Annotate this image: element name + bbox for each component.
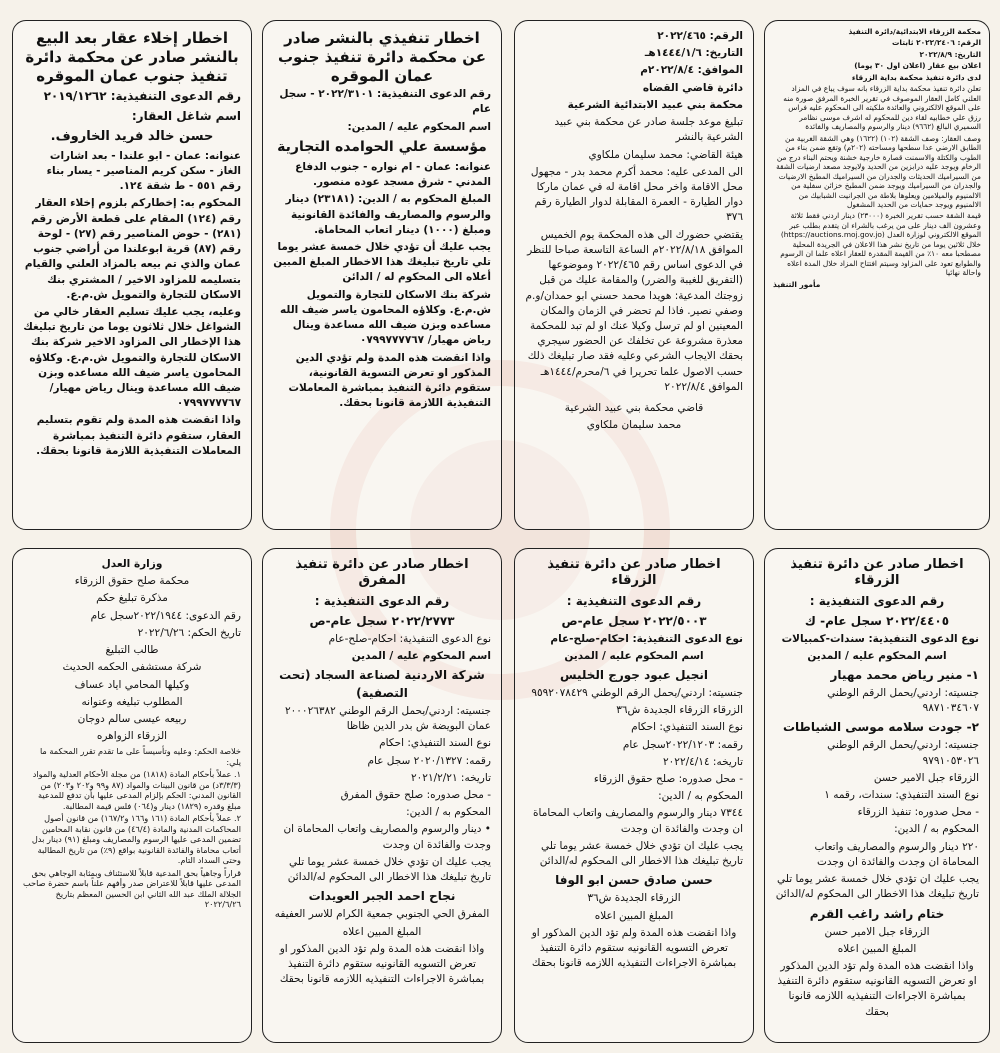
target-address: الزرقاء الزواهره	[96, 730, 168, 743]
debtor-2-name: ٢- جودت سلامه موسى الشياطات	[782, 720, 979, 735]
debtor-1-name: ١- منير رياض محمد مهيار	[830, 667, 979, 682]
issuer: - محل صدوره: صلح حقوق الزرقاء	[593, 773, 743, 786]
memo-title: مذكرة تبليغ حكم	[96, 592, 168, 605]
case-number: رقم الدعوى التنفيذية: ٢٠٢٢/٣١٠١ - سجل عام	[279, 88, 491, 116]
execution-warning: واذا انقضت هذه المدة ولم تؤد الدين المذكور او تعرض التسويه القانونيه ستقوم دائرة التنفيذ بمباشرة الاجراءات التنفيذيه اللازمه قانونا بحقك	[279, 942, 485, 986]
eviction-ruling: المحكوم به: إخطاركم بلزوم إخلاء العقار رقم (١٢٤) المقام على قطعة الأرض رقم (٢٨١) - حوض المناصير رقم (٢٧) - لوحة رقم (٨٧) قرية ابوعلندا من أراضي جنوب عمان والذي تم بيعه بالمزاد العلني والقيام بتسليمه للمزاود الاخير / المشتري بنك الاسكان للتجارة والتمويل ش.م.ع.	[24, 197, 241, 301]
issuer: - محل صدوره: صلح حقوق المفرق	[340, 789, 491, 802]
claim-amount: ٧٣٤٤ دينار والرسوم والمصاريف واتعاب المحاماة ان وجدت والفائدة ان وجدت	[533, 807, 743, 835]
creditor-address: الزرقاء جبل الامير حسن	[824, 925, 930, 938]
sale-notice: اعلان بيع عقار (اعلان اول ٣٠ يوما)	[854, 61, 981, 71]
subject: تبليغ موعد جلسة صادر عن محكمة بني عبيد الشرعية بالنشر	[554, 116, 743, 144]
signature: مأمور التنفيذ	[773, 279, 821, 289]
judgment-date: تاريخ الحكم: ٢٠٢٢/٦/٢٦	[137, 626, 241, 639]
creditor-label: المحكوم به / الدين:	[658, 790, 743, 803]
ref-number: الرقم: ٢٠٢٢/٤٦٥	[657, 30, 743, 42]
case-label: رقم الدعوى التنفيذية :	[314, 593, 450, 608]
case-type: نوع الدعوى التنفيذية: احكام-صلح-عام	[550, 632, 743, 645]
header-line-1: محكمة الزرقاء الابتدائية/دائرة التنفيذ	[848, 27, 981, 36]
notice-title: اخطار صادر عن دائرة تنفيذ الزرقاء	[547, 557, 721, 589]
case-number: ٢٠٢٢/٥٠٠٣ سجل عام-ص	[561, 613, 707, 628]
notice-judgment-memo	[12, 548, 252, 1043]
sale-terms: قيمة الشقة حسب تقرير الخبرة (٢٣٠٠٠) دينار اردني فقط ثلاثة وعشرون الف دينار على من يرغب بالشراء ان يتقدم بطلب عبر الموقع الالكتروني لوزارة العدل (https://auctions.moj.gov.jo) خلال ثلاثين يوما من تاريخ نشر هذا الاعلان في الجريدة المحلية مصطحبا معه ١٠٪ من القيمة المقدرة للعقار اعلاه علما ان الرسوم والطوابع تعود على المزاود وسيتم افتتاح المزاد خلال المدة اعلاه واحالة نهائيا	[780, 211, 981, 278]
creditor-info: شركة بنك الاسكان للتجارة والتمويل ش.م.ع. وكلاؤه المحامون ياسر ضيف الله مساعده وبزن ضيف الله مساعدة وينال رياض مهيار/ ٠٧٩٩٧٧٧٧٦٧	[280, 288, 491, 347]
issuer: لدى دائرة تنفيذ محكمة بداية الزرقاء	[851, 72, 981, 82]
deed-date: تاريخه: ٢٠٢٢/٤/١٤	[663, 755, 743, 768]
occupant-name: حسن خالد فريد الخاروف.	[50, 129, 214, 145]
creditor-address: الزرقاء الجديدة ش٣٦	[587, 892, 681, 905]
court-name: محكمة بني عبيد الابتدائية الشرعية	[567, 98, 743, 111]
creditor-name: نجاح احمد الجبر العويدات	[308, 889, 456, 904]
debtor-name: انجيل عبود جورج الخليس	[560, 667, 708, 682]
creditor-note: المبلغ المبين اعلاه	[837, 942, 917, 955]
payment-demand: يجب عليك ان تؤدي خلال خمسة عشر يوما تلي تاريخ تبليغك هذا الاخطار الى المحكوم له/الدائن	[287, 855, 491, 884]
creditor-note: المبلغ المبين اعلاه	[594, 909, 674, 922]
property-description: وصف العقار: وصف الشقة (١٠٢) (١٦٢٢) وهي الشقة الغربية من الطابق الارضي عدا سطحها ومساحته (٢٠٢م) وتقع ضمن بناء من الطوب والكتلة والاسمنت قصارة خارجية خشنة ويحتم البناء درج من الرخام ويوجد عليه درابزين من الحديد ولايوجد مصعد ارضيات الشقة من السيراميك الحديثات والجدران من السيراميك المطبخ الارضيات والجدران من السيراميك ويوجد ضمن المطبخ خزائن سفلية من الالمنيوم والميلامين ويعلوها بلاطة من الجرانيت الشبابيك من الالمنيوم ويوجد حمايات من الحديد المشغول	[776, 133, 981, 209]
summary-intro: خلاصة الحكم: وعليه وتأسيساً على ما تقدم تقرر المحكمة ما يلي:	[39, 746, 241, 767]
eviction-warning: واذا انقضت هذه المدة ولم تقوم بتسليم العقار، ستقوم دائرة التنفيذ بمباشرة المعاملات التنفيذية اللازمة قانونا بحقك.	[36, 414, 241, 457]
case-type: نوع الدعوى التنفيذية: سندات-كمبيالات	[781, 632, 979, 645]
debtor-id: جنسيته: اردني/يحمل الرقم الوطني ٩٥٩٢٠٧٨٤٢٩	[531, 686, 743, 699]
payment-demand: يجب عليك ان تؤدي خلال خمسة عشر يوما تلي تاريخ تبليغك هذا الاخطار الى المحكوم له/الدائن	[539, 839, 743, 868]
header-line-3: التاريخ: ٢٠٢٢/٨/٩	[919, 49, 981, 59]
debtor-name: شركة الاردنية لصناعة السجاد (تحت التصفية)	[279, 667, 485, 700]
case-type: نوع الدعوى التنفيذية: احكام-صلح-عام	[328, 632, 491, 645]
creditor-note: المبلغ المبين اعلاه	[342, 925, 422, 938]
court-name: محكمة صلح حقوق الزرقاء	[74, 575, 190, 588]
session-body: يقتضي حضورك الى هذه المحكمة يوم الخميس الموافق ٢٠٢٢/٨/١٨م الساعة التاسعة صباحا للنظر في الدعوى اساس رقم ٢٠٢٢/٤٦٥ وموضوعها (التفريق للغيبة والضرر) والمقامة عليك من قبل زوجتك المدعية: هويدا محمد حسني ابو حمدان/و.م وصفي نصير. فاذا لم تحضر في الزمان والمكان المعينين او لم ترسل وكيلا عنك او لم تبد للمحكمة معذرة مشروعة عن تخلفك عن الحضور سيجري بحقك الايجاب الشرعي وعليه فقد صار تبليغك ذلك حسب الاصول علما تحريرا في ٦/محرم/١٤٤٤هـ الموافق ٢٠٢٢/٨/٤	[525, 228, 743, 393]
notice-title: اخطار صادر عن دائرة تنفيذ الزرقاء	[790, 557, 964, 589]
creditor-address: المفرق الحي الجنوبي جمعية الكرام للاسر العفيفه	[274, 908, 490, 921]
notice-execution-publication	[262, 20, 502, 530]
header-line-2: الرقم: ٢٠٢٢/٢٤٠٦ ثابتات	[892, 38, 981, 48]
creditor-label: المحكوم به / الدين:	[406, 806, 491, 819]
target-label: المطلوب تبليغه وعنوانه	[81, 695, 183, 708]
notice-mafraq-execution	[262, 548, 502, 1043]
notice-property-eviction	[12, 20, 252, 530]
deed-type: نوع السند التنفيذي: سندات، رقمه ١	[824, 789, 979, 802]
case-label: رقم الدعوى التنفيذية :	[566, 593, 702, 608]
debtor-name: مؤسسة علي الحوامده التجارية	[277, 138, 487, 155]
eviction-demand: وعليه، يجب عليك تسليم العقار خالي من الشواغل خلال ثلاثون يوما من تاريخ تبليغك هذا الإخطار الى المزاود الاخير شركة بنك الاسكان للتجارة والتمويل ش.م.ع. وكلاؤه المحامون ياسر ضيف الله مساعده وبزن ضيف الله مساعدة وينال رياض مهيار/ ٠٧٩٩٧٧٧٧٦٧	[23, 305, 241, 410]
notice-property-sale	[764, 20, 990, 530]
gregorian-date: الموافق: ٢٠٢٢/٨/٤م	[640, 64, 743, 77]
sale-intro: تعلن دائرة تنفيذ محكمة بداية الزرقاء بانه سوف يباع في المزاد العلني كامل العقار الموصوف في تقرير الخبرة المرفق صورة منه على الموقع الالكتروني والعائدة ملكيته الى المحكوم عليه فراس رزق علي خطابيه لقاء دين للمحكوم له اشرف موسى نظامر السميري البالغ (٩٦٦٢) دينار والرسوم والمصاريف والفائدة	[783, 84, 981, 132]
judge-panel: هيئة القاضي: محمد سليمان ملكاوي	[588, 148, 743, 161]
defendant-info: الى المدعى عليه: محمد أكرم محمد بدر - مجهول محل الاقامة واخر محل اقامة له في عمان ماركا دوار الطيارة - العمرة المقابلة لدوار الطيارة رقم ٣٧٦	[530, 165, 743, 224]
case-number: رقم الدعوى: ٢٠٢٢/١٩٤٤سجل عام	[90, 609, 241, 622]
notice-title: اخطار تنفيذي بالنشر صادر عن محكمة دائرة تنفيذ جنوب عمان الموقره	[277, 29, 486, 85]
case-number: ٢٠٢٢/٢٧٧٣ سجل عام-ص	[309, 613, 455, 628]
debtor-address: الزرقاء جبل الامير حسن	[873, 771, 979, 784]
deed-type: نوع السند التنفيذي: احكام	[379, 737, 491, 750]
execution-warning: واذا انقضت هذه المدة ولم تؤد الدين المذكور او تعرض التسويه القانونيه ستقوم دائرة التنفيذ بمباشرة الاجراءات التنفيذيه اللازمه قانونا بحقك	[777, 960, 977, 1018]
payment-demand: يجب عليك ان تؤدي خلال خمسة عشر يوما تلي تاريخ تبليغك هذا الاخطار الى المحكوم له/الدائن	[775, 873, 979, 901]
debtor-address: عنوانه: عمان - ام نواره - جنوب الدفاع المدني - شرق مسجد عوده منصور.	[295, 160, 491, 189]
occupant-address: عنوانه: عمان - ابو علندا - بعد اشارات الغاز - سكن كريم المناصير - يسار بناء رقم ٥٥١ - ط شقة ١٢٤.	[46, 149, 241, 193]
occupant-label: اسم شاغل العقار:	[131, 109, 241, 124]
claim-amount: • دينار والرسوم والمصاريف واتعاب المحاماة ان وجدت والفائدة ان وجدت	[283, 823, 491, 851]
deed-number: رقمه: ٢٠٢٠/١٣٢٧ سجل عام	[367, 754, 491, 767]
creditor-name: حسن صادق حسن ابو الوفا	[555, 873, 713, 888]
judge-name: محمد سليمان ملكاوي	[586, 419, 682, 432]
case-number: ٢٠٢٢/٤٤٠٥ سجل عام- ك	[804, 613, 950, 628]
deed-number: رقمه: ٢٠٢٢/١٢٠٣سجل عام	[622, 738, 743, 751]
execution-warning: واذا انقضت هذه المدة ولم تؤدي الدين المذكور او تعرض التسوية القانونية، ستقوم دائرة التنفيذ بمباشرة المعاملات التنفيذية اللازمة قانونا بحقك.	[288, 351, 491, 410]
deed-type: نوع السند التنفيذي: احكام	[631, 721, 743, 734]
payment-demand: يجب عليك أن تؤدي خلال خمسة عشر يوما تلي تاريخ تبليغك هذا الاخطار المبلغ المبين أعلاه الى المحكوم له / الدائن	[273, 241, 491, 284]
debtor-1-id: جنسيته: اردني/يحمل الرقم الوطني ٩٨٧١٠٣٤٦٠٧	[827, 686, 979, 715]
department: دائرة قاضي القضاه	[642, 81, 743, 94]
notice-zarqa-execution-2	[764, 548, 990, 1043]
debtor-label: اسم المحكوم عليه / المدين:	[347, 120, 491, 133]
issuer: - محل صدوره: تنفيذ الزرقاء	[857, 806, 979, 819]
ruling-1: ١. عملاً بأحكام المادة (١٨١٨) من مجلة الأحكام العدلية والمواد (٣/٣/٣د) من قانون البينات والمواد (٨٧ و٩٩ و٢٠٢ و٢٠٣) من القانون المدني: الحكم بإلزام المدعى عليها بأن تدفع للمدعية مبلغ وقدره (١٨٢٩) دينار و(٠٦٤) فلس قيمة المطالبة.	[32, 769, 241, 811]
claim-amount: ٢٢٠ دينار والرسوم والمصاريف واتعاب المحاماة ان وجدت والفائدة ان وجدت	[814, 840, 979, 868]
requester: شركة مستشفى الحكمه الحديث	[62, 661, 202, 674]
judge-title: قاضي محكمة بني عبيد الشرعية	[564, 402, 704, 415]
claim-amount: المبلغ المحكوم به / الدين: (٢٣١٨١) دينار والرسوم والمصاريف والفائدة القانونية ومبلغ (١٠٠٠) دينار اتعاب المحاماة.	[285, 193, 491, 236]
notice-title: اخطار صادر عن دائرة تنفيذ المفرق	[295, 557, 469, 589]
debtor-2-id: جنسيته: اردني/يحمل الرقم الوطني ٩٧٩١٠٥٣٠٢٦	[827, 739, 979, 767]
case-number: رقم الدعوى التنفيذية: ٢٠١٩/١٢٦٢	[43, 89, 241, 104]
debtor-label: اسم المحكوم عليه / المدين	[564, 649, 704, 662]
ruling-2: ٢. عملاً بأحكام المادة (١٦١ و١٦٦ و١٦٧/٢) من قانون أصول المحاكمات المدنية والمادة (٤٦/٤) من قانون نقابة المحامين تضمين المدعى عليها الرسوم والمصاريف ومبلغ (٩١) دينار بدل أتعاب محاماة والفائدة القانونية بواقع (٩٪) من تاريخ المطالبة وحتى السداد التام.	[31, 813, 241, 866]
notice-title: اخطار إخلاء عقار بعد البيع بالنشر صادر عن محكمة دائرة تنفيذ جنوب عمان الموقره	[25, 29, 239, 85]
hijri-date: التاريخ: ١٤٤٤/١/٦هـ	[644, 47, 743, 60]
closing: قراراً وجاهياً بحق المدعية قابلاً للاستئناف وبمثابة الوجاهي بحق المدعى عليها قابلاً للاعتراض صدر وأفهم علناً باسم حضرة صاحب الجلالة الملك عبد الله الثاني ابن الحسين المعظم بتاريخ ٢٠٢٢/٦/٢٦	[23, 867, 241, 910]
deed-date: تاريخه: ٢٠٢١/٢/٢١	[411, 771, 491, 784]
debtor-address: الزرقاء الزرقاء الجديدة ش٣٦	[616, 704, 743, 717]
debtor-id: جنسيته: اردني/يحمل الرقم الوطني ٢٠٠٠٢٦٣٨٢ عمان البويضة ش بدر الدين ظاظا	[285, 704, 491, 733]
notice-sharia-court-session	[514, 20, 754, 530]
creditor-name: ختام راشد راغب القرم	[809, 906, 945, 921]
creditor-label: المحكوم به / الدين:	[894, 823, 979, 836]
notice-zarqa-execution-1	[514, 548, 754, 1043]
requester-lawyer: وكيلها المحامي اياد عساف	[74, 678, 190, 691]
ministry: وزارة العدل	[101, 558, 163, 570]
debtor-label: اسم المحكوم عليه / المدين	[807, 649, 947, 662]
case-label: رقم الدعوى التنفيذية :	[809, 593, 945, 608]
requester-label: طالب التبليغ	[105, 644, 159, 657]
debtor-label: اسم المحكوم عليه / المدين	[351, 649, 491, 662]
target-name: ربيعه عيسى سالم دوجان	[77, 712, 187, 725]
execution-warning: واذا انقضت هذه المدة ولم تؤد الدين المذكور او تعرض التسويه القانونيه ستقوم دائرة التنفيذ بمباشرة الاجراءات التنفيذيه اللازمه قانونا بحقك	[531, 926, 737, 970]
